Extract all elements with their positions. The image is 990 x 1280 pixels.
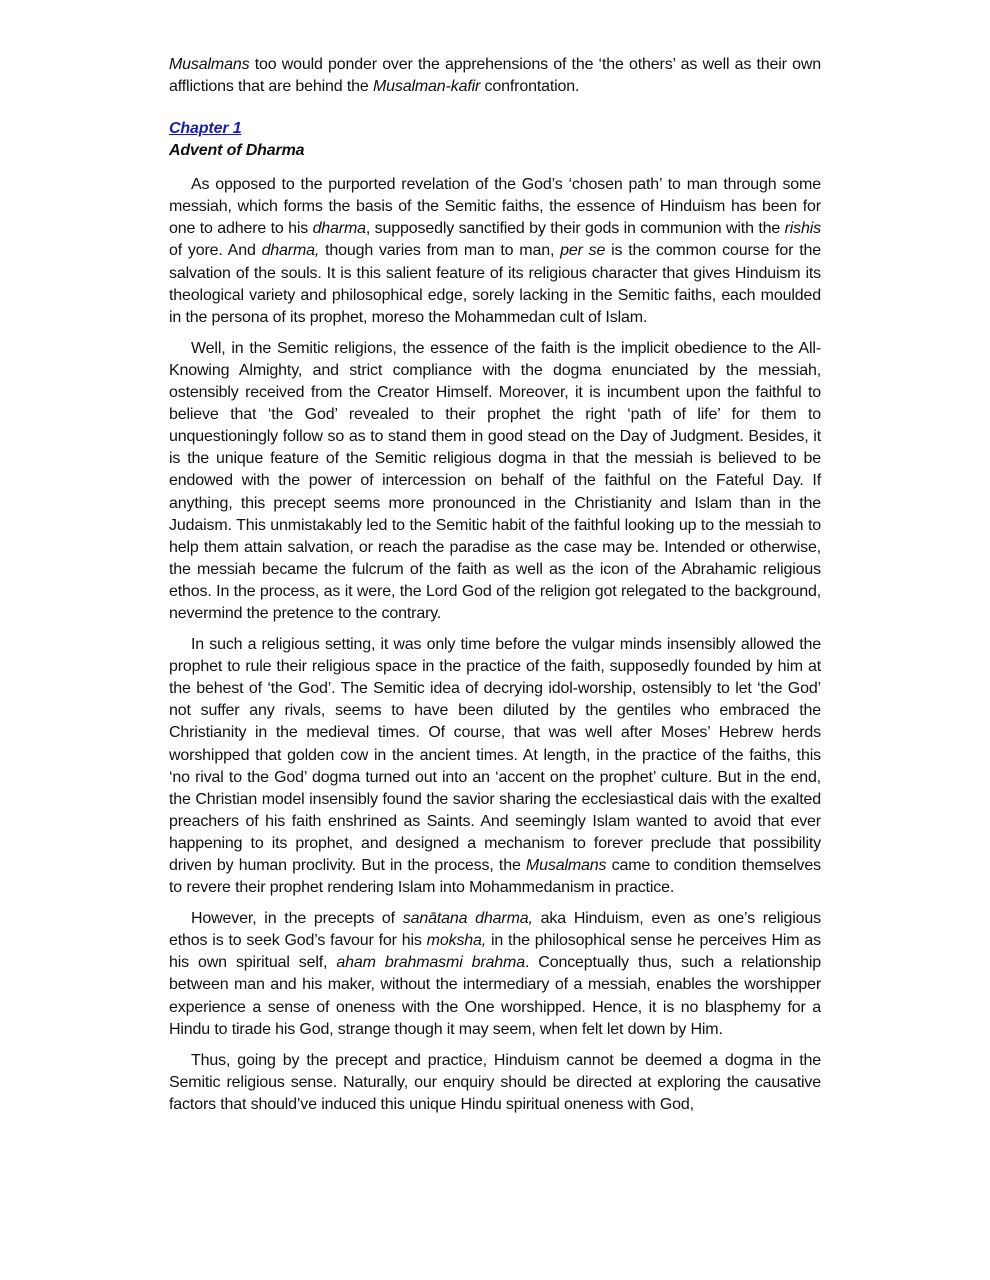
p1-italic-2: rishis xyxy=(784,220,822,238)
p4-italic-2: moksha, xyxy=(426,932,487,950)
p4-text-3: in the philosophical sense he perceives Him as his own spiritual self, xyxy=(169,932,821,972)
intro-italic-2: Musalman-kafir xyxy=(372,78,481,96)
paragraph-4 xyxy=(169,908,821,1041)
p1-italic-4: per se xyxy=(560,242,606,260)
p5-text-1: Thus, going by the precept and practice, Hinduism cannot be deemed a dogma in the Semitic religious sense. Naturally, our enquiry should be directed at exploring the causative factors that should’ve induced this unique Hindu spiritual oneness with God, xyxy=(169,1051,821,1113)
p4-italic-3: aham brahmasmi brahma xyxy=(336,954,525,972)
intro-text-2: confrontation. xyxy=(480,78,580,96)
p3-text-1: In such a religious setting, it was only time before the vulgar minds insensibly allowed the prophet to rule their religious space in the practice of the faith, supposedly founded by him at the behest of ‘the God’. The Semitic idea of decrying idol-worship, ostensibly to let ‘the God’ not suffer any rivals, seems to have been diluted by the gentiles who embraced the Christianity in the medieval times. Of course, that was well after Moses’ Hebrew herds worshipped that golden cow in the ancient times. At length, in the practice of the faiths, this ‘no rival to the God’ dogma turned out into an ‘accent on the prophet’ culture. But in the end, the Christian model insensibly found the savior sharing the ecclesiastical dais with the exalted preachers of his faith enshrined as Saints. And seemingly Islam wanted to avoid that ever happening to its prophet, and designed a mechanism to forever preclude that possibility driven by human proclivity. But in the process, the xyxy=(169,636,821,874)
paragraph-1 xyxy=(169,174,821,329)
document-page xyxy=(169,54,821,1125)
paragraph-3 xyxy=(169,634,821,899)
intro-italic-1: Musalmans xyxy=(169,56,250,73)
p4-text-2: aka Hinduism, even as one’s religious ethos is to seek God’s favour for his xyxy=(169,910,822,950)
chapter-subtitle: Advent of Dharma xyxy=(169,142,305,160)
p1-text-4: though varies from man to man, xyxy=(319,242,561,260)
p3-italic-1: Musalmans xyxy=(525,857,607,874)
p1-text-1: As opposed to the purported revelation of the God’s ‘chosen path’ to man through some messiah, which forms the basis of the Semitic faiths, the essence of Hinduism has been for one to adhere to his xyxy=(169,176,821,238)
chapter-1-link[interactable]: Chapter 1 xyxy=(169,120,242,138)
intro-paragraph xyxy=(169,54,821,98)
p1-italic-3: dharma, xyxy=(261,242,320,260)
p1-text-5: is the common course for the salvation of the souls. It is this salient feature of its religious character that gives Hinduism its theological variety and philosophical edge, sorely lacking in the Semitic faiths, each moulded in the persona of its prophet, moreso the Mohammedan cult of Islam. xyxy=(169,242,821,326)
paragraph-5 xyxy=(169,1050,821,1116)
paragraph-2 xyxy=(169,338,821,625)
p4-text-4: . Conceptually thus, such a relationship between man and his maker, without the intermediary of a messiah, enables the worshipper experience a sense of oneness with the One worshipped. Hence, it is no blasphemy for a Hindu to tirade his God, strange though it may seem, when felt let down by Him. xyxy=(169,954,821,1038)
p1-text-2: , supposedly sanctified by their gods in communion with the xyxy=(365,220,785,238)
p4-text-1: However, in the precepts of xyxy=(191,910,403,928)
p1-text-3: of yore. And xyxy=(169,242,262,260)
p3-text-2: came to condition themselves to revere their prophet rendering Islam into Mohammedanism in practice. xyxy=(169,857,821,897)
intro-text-1: too would ponder over the apprehensions of the ‘the others’ as well as their own afflictions that are behind the xyxy=(169,56,821,96)
p1-italic-1: dharma xyxy=(312,220,366,238)
p2-text-1: Well, in the Semitic religions, the essence of the faith is the implicit obedience to the All-Knowing Almighty, and strict compliance with the dogma enunciated by the messiah, ostensibly received from the Creator Himself. Moreover, it is incumbent upon the faithful to believe that ‘the God’ revealed to their prophet the right ‘path of life’ for them to unquestioningly follow so as to stand them in good stead on the Day of Judgment. Besides, it is the unique feature of the Semitic religious dogma in that the messiah is believed to be endowed with the power of intercession on behalf of the faithful on the Fateful Day. If anything, this precept seems more pronounced in the Christianity and Islam than in the Judaism. This unmistakably led to the Semitic habit of the faithful looking up to the messiah to help them attain salvation, or reach the paradise as the case may be. Intended or otherwise, the messiah became the fulcrum of the faith as well as the icon of the Abrahamic religious ethos. In the process, as it were, the Lord God of the religion got relegated to the background, nevermind the pretence to the contrary. xyxy=(169,339,821,622)
p4-italic-1: sanātana dharma, xyxy=(402,910,533,928)
